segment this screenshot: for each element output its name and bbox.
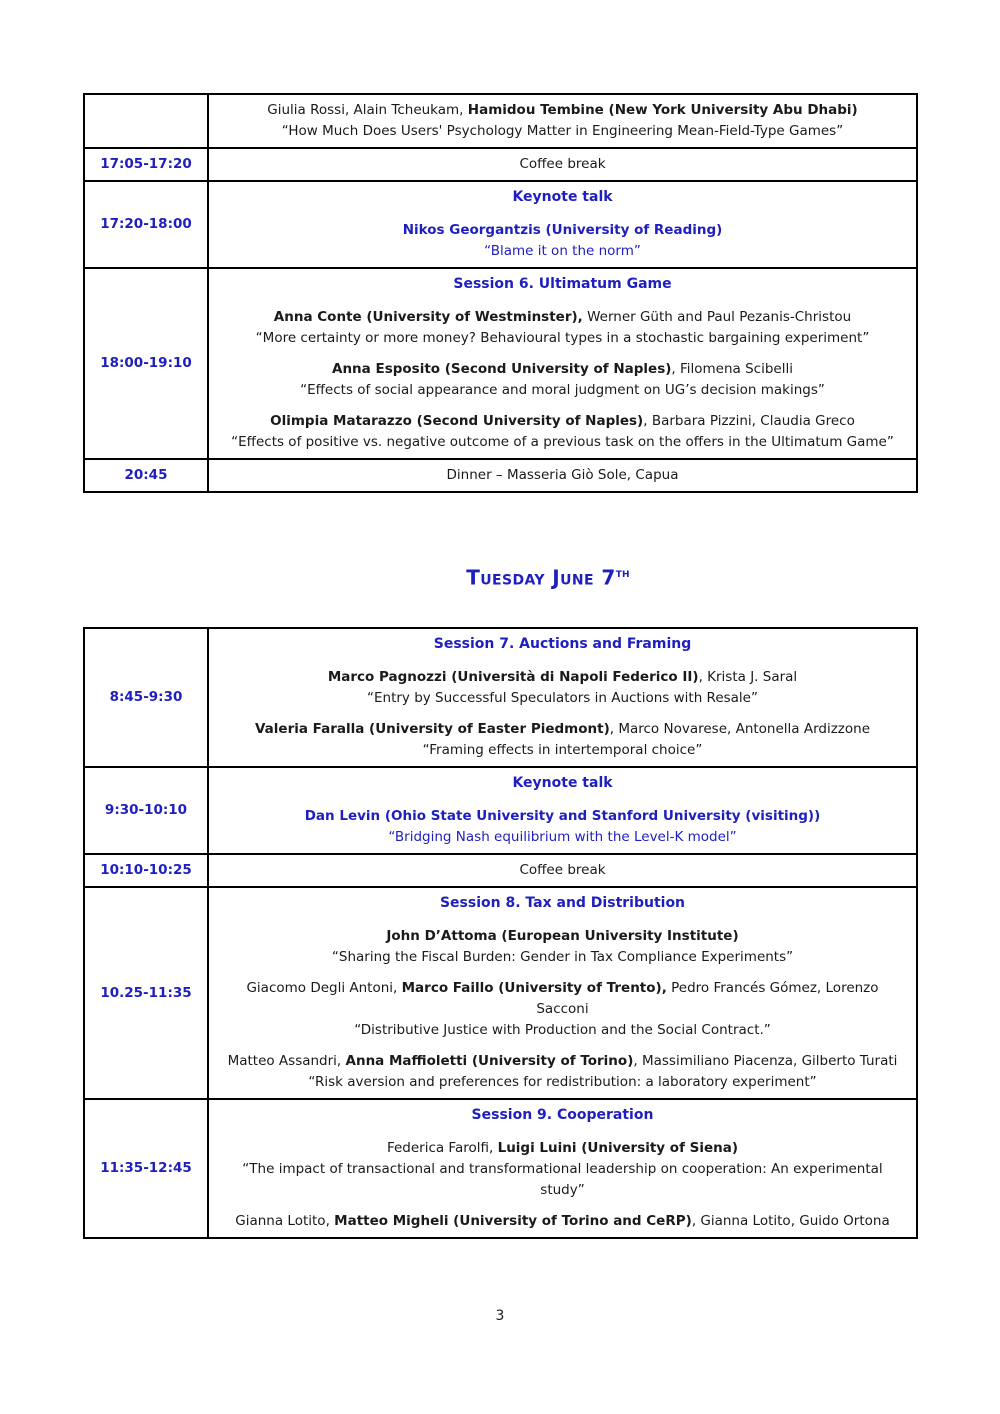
- author-segment: , Massimiliano Piacenza, Gilberto Turati: [633, 1053, 898, 1069]
- schedule-row: [84, 628, 917, 767]
- event-text: Coffee break: [519, 156, 606, 172]
- talk-entry: [219, 1051, 906, 1093]
- author-segment: Federica Farolfi,: [386, 1140, 498, 1156]
- schedule-row: [84, 767, 917, 854]
- talk-title: “Framing effects in intertemporal choice”: [422, 742, 703, 758]
- author-segment: Valeria Faralla (University of Easter Piedmont): [254, 721, 610, 737]
- event-cell: [208, 1099, 917, 1238]
- author-segment: Dan Levin (Ohio State University and Stanford University (visiting)): [304, 808, 821, 824]
- talk-entry: [219, 1211, 906, 1232]
- authors-line: [219, 719, 906, 740]
- author-segment: Matteo Assandri,: [227, 1053, 346, 1069]
- schedule-row: [84, 94, 917, 148]
- author-segment: Giacomo Degli Antoni,: [246, 980, 402, 996]
- author-segment: Anna Conte (University of Westminster),: [273, 309, 583, 325]
- talk-entry: [219, 667, 906, 709]
- authors-line: [219, 667, 906, 688]
- event-cell: [208, 268, 917, 459]
- talk-entry: [219, 926, 906, 968]
- session-title: Session 7. Auctions and Framing: [433, 636, 692, 652]
- talk-entry: [219, 100, 906, 142]
- session-title: Keynote talk: [512, 189, 613, 205]
- talk-title: “The impact of transactional and transformational leadership on cooperation: An experimental study”: [242, 1161, 883, 1198]
- day-heading-text: Tuesday June 7: [466, 565, 616, 590]
- time-cell: 10.25-11:35: [84, 887, 208, 1099]
- authors-line: [219, 978, 906, 1020]
- time-cell: 17:05-17:20: [84, 148, 208, 181]
- schedule-row: [84, 459, 917, 492]
- talk-entry: [219, 411, 906, 453]
- authors-line: [219, 1138, 906, 1159]
- event-cell: [208, 148, 917, 181]
- schedule-table-tuesday: [83, 627, 918, 1239]
- event-text: Dinner – Masseria Giò Sole, Capua: [446, 467, 679, 483]
- authors-line: [219, 100, 906, 121]
- time-cell: 17:20-18:00: [84, 181, 208, 268]
- time-cell: 10:10-10:25: [84, 854, 208, 887]
- author-segment: , Marco Novarese, Antonella Ardizzone: [609, 721, 871, 737]
- author-segment: Gianna Lotito,: [235, 1213, 335, 1229]
- author-segment: Marco Faillo (University of Trento),: [401, 980, 667, 996]
- author-segment: Nikos Georgantzis (University of Reading): [402, 222, 723, 238]
- author-segment: , Krista J. Saral: [698, 669, 798, 685]
- session-title: Session 6. Ultimatum Game: [453, 276, 672, 292]
- event-cell: [208, 181, 917, 268]
- talk-entry: [219, 307, 906, 349]
- talk-entry: [219, 1138, 906, 1201]
- time-cell: 11:35-12:45: [84, 1099, 208, 1238]
- talk-title: “Bridging Nash equilibrium with the Level-K model”: [388, 829, 737, 845]
- talk-entry: [219, 359, 906, 401]
- authors-line: [219, 926, 906, 947]
- authors-line: [219, 806, 906, 827]
- page-number: 3: [495, 1308, 505, 1324]
- talk-title: “Sharing the Fiscal Burden: Gender in Tax Compliance Experiments”: [331, 949, 794, 965]
- author-segment: Pedro Francés Gómez, Lorenzo Sacconi: [536, 980, 879, 1017]
- session-title: Session 9. Cooperation: [471, 1107, 654, 1123]
- talk-title: “Entry by Successful Speculators in Auctions with Resale”: [367, 690, 758, 706]
- authors-line: [219, 1051, 906, 1072]
- authors-line: [219, 220, 906, 241]
- schedule-row: [84, 887, 917, 1099]
- event-cell: [208, 887, 917, 1099]
- talk-entry: [219, 806, 906, 848]
- schedule-row: [84, 1099, 917, 1238]
- event-cell: [208, 94, 917, 148]
- authors-line: [219, 307, 906, 328]
- session-title: Keynote talk: [512, 775, 613, 791]
- talk-entry: [219, 719, 906, 761]
- author-segment: Anna Esposito (Second University of Naples): [332, 361, 672, 377]
- time-cell: 8:45-9:30: [84, 628, 208, 767]
- author-segment: Luigi Luini (University of Siena): [497, 1140, 739, 1156]
- author-segment: John D’Attoma (European University Institute): [386, 928, 739, 944]
- talk-title: “More certainty or more money? Behavioural types in a stochastic bargaining experiment”: [255, 330, 870, 346]
- schedule-row: [84, 268, 917, 459]
- author-segment: Hamidou Tembine (New York University Abu Dhabi): [467, 102, 858, 118]
- author-segment: , Barbara Pizzini, Claudia Greco: [643, 413, 855, 429]
- time-cell: 18:00-19:10: [84, 268, 208, 459]
- authors-line: [219, 411, 906, 432]
- author-segment: Olimpia Matarazzo (Second University of Naples): [270, 413, 644, 429]
- session-title: Session 8. Tax and Distribution: [439, 895, 686, 911]
- time-cell: [84, 94, 208, 148]
- author-segment: , Filomena Scibelli: [671, 361, 793, 377]
- event-cell: [208, 459, 917, 492]
- author-segment: Matteo Migheli (University of Torino and CeRP): [334, 1213, 692, 1229]
- author-segment: , Gianna Lotito, Guido Ortona: [691, 1213, 890, 1229]
- schedule-row: [84, 854, 917, 887]
- talk-title: “Effects of social appearance and moral judgment on UG’s decision makings”: [300, 382, 825, 398]
- event-cell: [208, 767, 917, 854]
- schedule-table-monday: [83, 93, 918, 493]
- author-segment: Marco Pagnozzi (Università di Napoli Federico II): [327, 669, 699, 685]
- talk-title: “Blame it on the norm”: [484, 243, 641, 259]
- schedule-row: [84, 148, 917, 181]
- day-heading-superscript: th: [615, 565, 630, 580]
- event-cell: [208, 854, 917, 887]
- author-segment: Anna Maffioletti (University of Torino): [345, 1053, 634, 1069]
- authors-line: [219, 359, 906, 380]
- schedule-row: [84, 181, 917, 268]
- author-segment: Giulia Rossi, Alain Tcheukam,: [267, 102, 468, 118]
- talk-title: “Distributive Justice with Production and the Social Contract.”: [354, 1022, 771, 1038]
- talk-title: “Risk aversion and preferences for redistribution: a laboratory experiment”: [308, 1074, 817, 1090]
- time-cell: 20:45: [84, 459, 208, 492]
- author-segment: Werner Güth and Paul Pezanis-Christou: [582, 309, 852, 325]
- event-text: Coffee break: [519, 862, 606, 878]
- day-heading: [0, 560, 1000, 591]
- talk-title: “Effects of positive vs. negative outcome of a previous task on the offers in the Ultimatum Game”: [231, 434, 894, 450]
- talk-entry: [219, 220, 906, 262]
- authors-line: [219, 1211, 906, 1232]
- event-cell: [208, 628, 917, 767]
- time-cell: 9:30-10:10: [84, 767, 208, 854]
- talk-entry: [219, 978, 906, 1041]
- talk-title: “How Much Does Users' Psychology Matter in Engineering Mean-Field-Type Games”: [281, 123, 844, 139]
